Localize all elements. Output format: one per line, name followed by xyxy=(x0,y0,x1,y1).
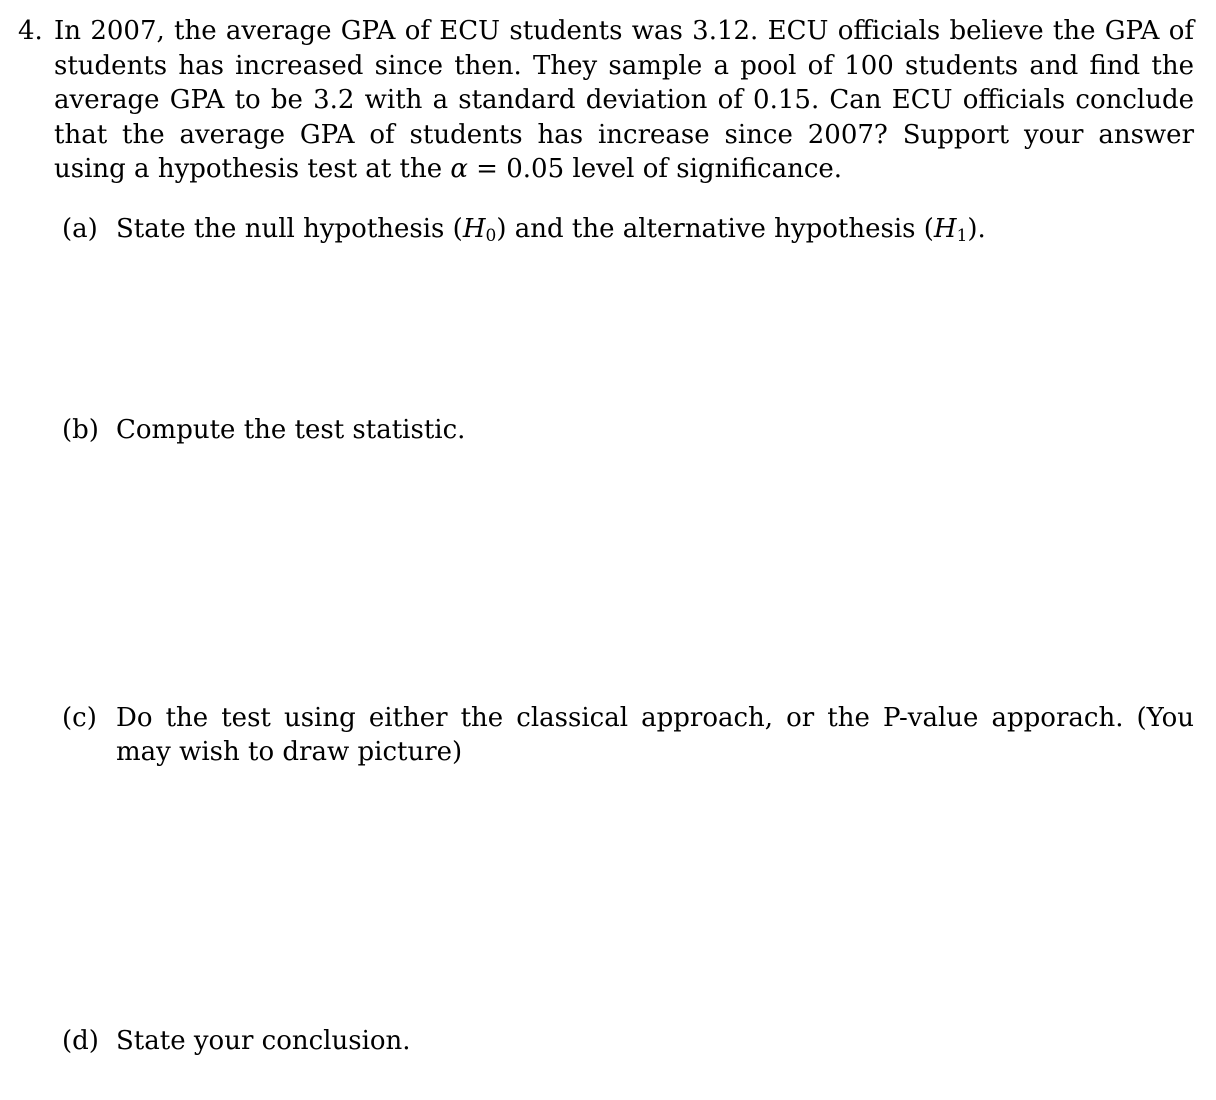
problem-4 xyxy=(18,14,1198,187)
part-d xyxy=(62,1024,1198,1058)
alpha-symbol: α xyxy=(450,154,468,184)
part-a-text-1: State the null hypothesis ( xyxy=(116,214,463,244)
h1-variable: H xyxy=(933,214,957,244)
h0-variable: H xyxy=(462,214,486,244)
part-a-label: (a) xyxy=(62,214,98,244)
part-a-text xyxy=(116,212,1194,246)
problem-number: 4. xyxy=(18,16,43,46)
part-b-label: (b) xyxy=(62,415,99,445)
part-c-label: (c) xyxy=(62,703,97,733)
part-a-text-3: ). xyxy=(967,214,986,244)
part-d-text: State your conclusion. xyxy=(116,1026,411,1056)
h1-subscript: 1 xyxy=(956,226,968,246)
h0-subscript: 0 xyxy=(485,226,497,246)
part-b xyxy=(62,413,1198,447)
problem-statement xyxy=(54,14,1194,187)
part-c-text: Do the test using either the classical approach, or the P-value apporach. (You may wish to draw picture) xyxy=(116,703,1194,767)
part-d-label: (d) xyxy=(62,1026,99,1056)
part-a-text-2: ) and the alternative hypothesis ( xyxy=(496,214,934,244)
part-c xyxy=(62,701,1198,769)
alpha-value: = 0.05 xyxy=(467,154,565,184)
problem-text-end: level of significance. xyxy=(564,154,843,184)
problem-text-main: In 2007, the average GPA of ECU students was 3.12. ECU officials believe the GPA of students has increased since then. They sample a pool of 100 students and find the average GPA to be 3.2 with a standard deviation of 0.15. Can ECU officials conclude that the average GPA of students has increase since 2007? Support your answer using a hypothesis test at the xyxy=(54,16,1194,184)
part-a xyxy=(62,212,1198,246)
part-b-text: Compute the test statistic. xyxy=(116,415,466,445)
